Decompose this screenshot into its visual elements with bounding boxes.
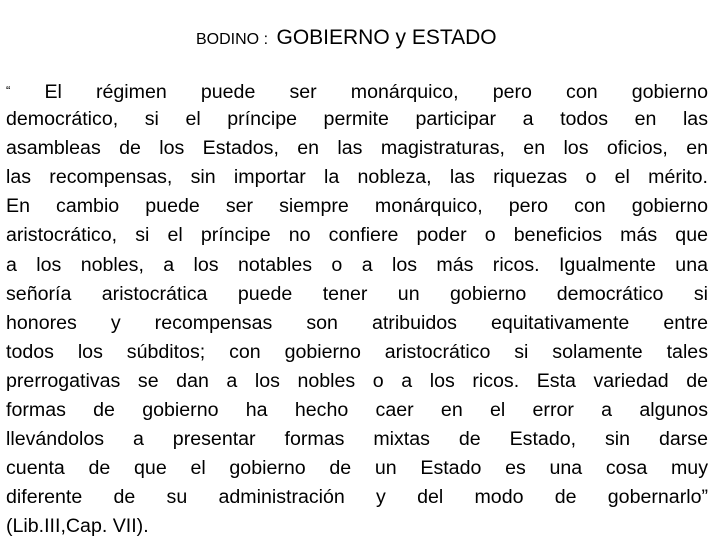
- quote-citation: (Lib.III,Cap. VII).: [6, 515, 149, 538]
- quote-line-15: diferente de su administración y del modo de gobernarlo”: [6, 486, 708, 509]
- quote-line-6: aristocrático, si el príncipe no confiere poder o beneficios más que: [6, 224, 708, 247]
- quote-open-mark: “: [6, 83, 11, 98]
- quote-line-1: [6, 76, 708, 105]
- quote-line-14: cuenta de que el gobierno de un Estado es una cosa muy: [6, 457, 708, 480]
- title-topic: GOBIERNO y ESTADO: [276, 26, 497, 49]
- quote-line-12: formas de gobierno ha hecho caer en el error a algunos: [6, 399, 708, 422]
- quote-block: [6, 76, 708, 540]
- quote-line-11: prerrogativas se dan a los nobles o a los ricos. Esta variedad de: [6, 369, 708, 392]
- quote-line-1-text: El régimen puede ser monárquico, pero con gobierno: [44, 81, 708, 103]
- quote-line-13: llevándolos a presentar formas mixtas de Estado, sin darse: [6, 428, 708, 451]
- quote-line-7: a los nobles, a los notables o a los más ricos. Igualmente una: [6, 253, 708, 276]
- quote-line-9: honores y recompensas son atribuidos equitativamente entre: [6, 311, 708, 334]
- title-separator: :: [263, 31, 269, 48]
- quote-line-2: democrático, si el príncipe permite participar a todos en las: [6, 108, 708, 131]
- quote-line-5: En cambio puede ser siempre monárquico, pero con gobierno: [6, 195, 708, 218]
- quote-line-3: asambleas de los Estados, en las magistraturas, en los oficios, en: [6, 137, 708, 160]
- quote-line-10: todos los súbditos; con gobierno aristocrático si solamente tales: [6, 340, 708, 363]
- title-author: BODINO: [196, 31, 260, 48]
- quote-line-8: señoría aristocrática puede tener un gobierno democrático si: [6, 282, 708, 305]
- quote-line-4: las recompensas, sin importar la nobleza, las riquezas o el mérito.: [6, 166, 708, 189]
- slide-title: [196, 24, 497, 54]
